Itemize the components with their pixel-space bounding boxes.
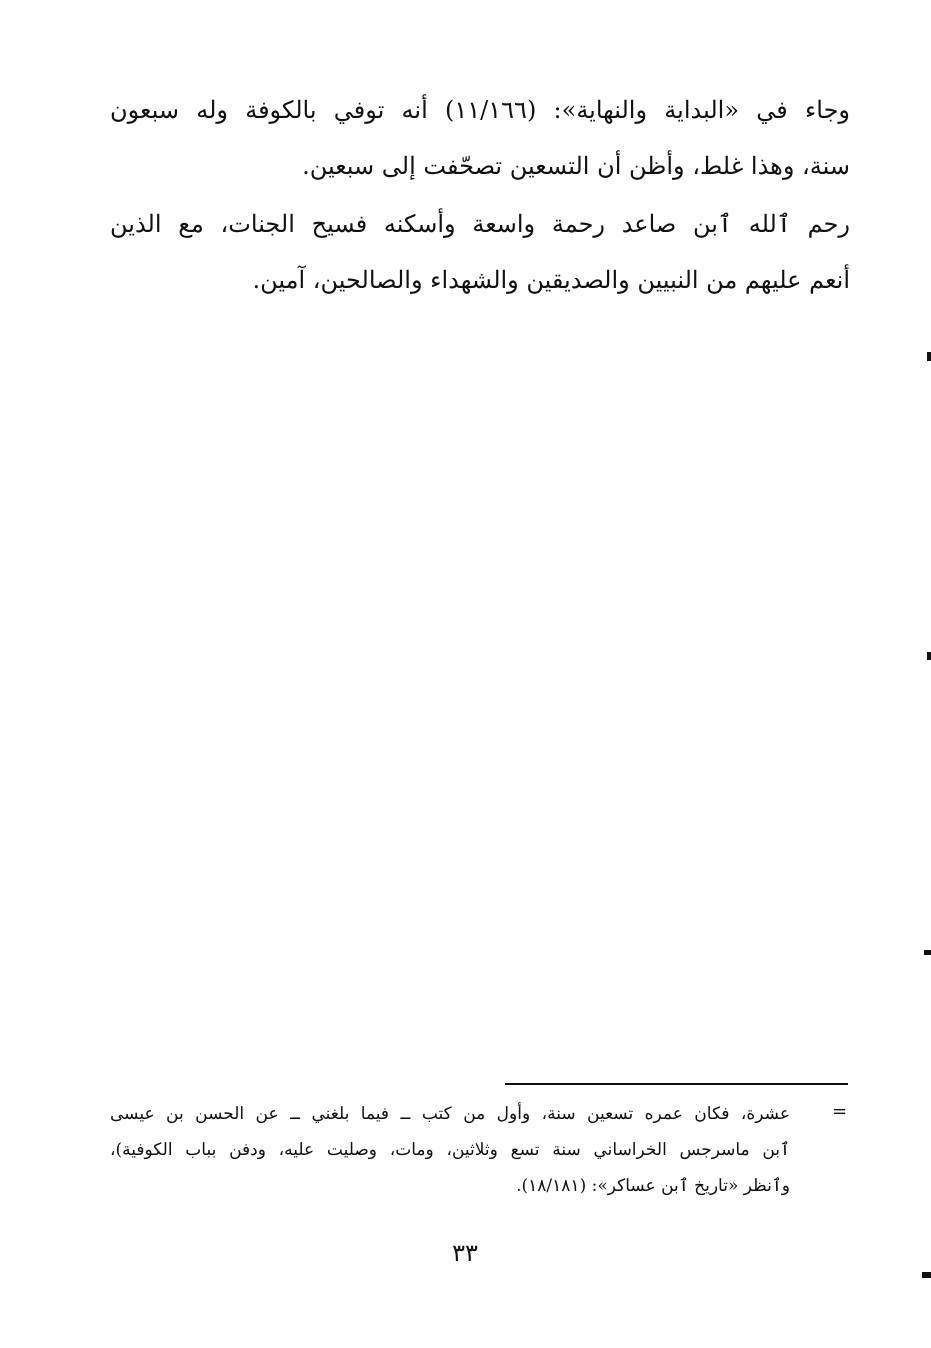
- edge-mark: [927, 652, 931, 660]
- edge-mark: [927, 352, 931, 361]
- paragraph-1-line-2: سنة، وهذا غلط، وأظن أن التسعين تصحّفت إلى سبعين.: [302, 152, 850, 180]
- edge-mark: [922, 1272, 931, 1278]
- footnote-line-3: وٱنظر «تاريخ ٱبن عساكر»: (١٨/١٨١).: [516, 1176, 790, 1196]
- paragraph-1-line-1: وجاء في «البداية والنهاية»: (١١/١٦٦) أنه توفي بالكوفة وله سبعون: [110, 96, 851, 124]
- paragraph-2: [110, 196, 850, 308]
- page-number: ٣٣: [452, 1239, 478, 1267]
- paragraph-2-line-1: رحم ٱلله ٱبن صاعد رحمة واسعة وأسكنه فسيح الجنات، مع الذين: [110, 210, 850, 238]
- footnote-line-2: ٱبن ماسرجس الخراساني سنة تسع وثلاثين، ومات، وصليت عليه، ودفن بباب الكوفية)،: [110, 1140, 790, 1160]
- edge-mark: [924, 950, 931, 955]
- paragraph-2-line-2: أنعم عليهم من النبيين والصديقين والشهداء والصالحين، آمين.: [252, 266, 850, 294]
- paragraph-1: [110, 82, 850, 194]
- footnote-line-1: عشرة، فكان عمره تسعين سنة، وأول من كتب ــ فيما بلغني ــ عن الحسن بن عيسى: [110, 1104, 790, 1124]
- footnote-continuation-marker: =: [832, 1101, 848, 1122]
- footnote-divider: [505, 1083, 848, 1085]
- footnote: [110, 1096, 790, 1204]
